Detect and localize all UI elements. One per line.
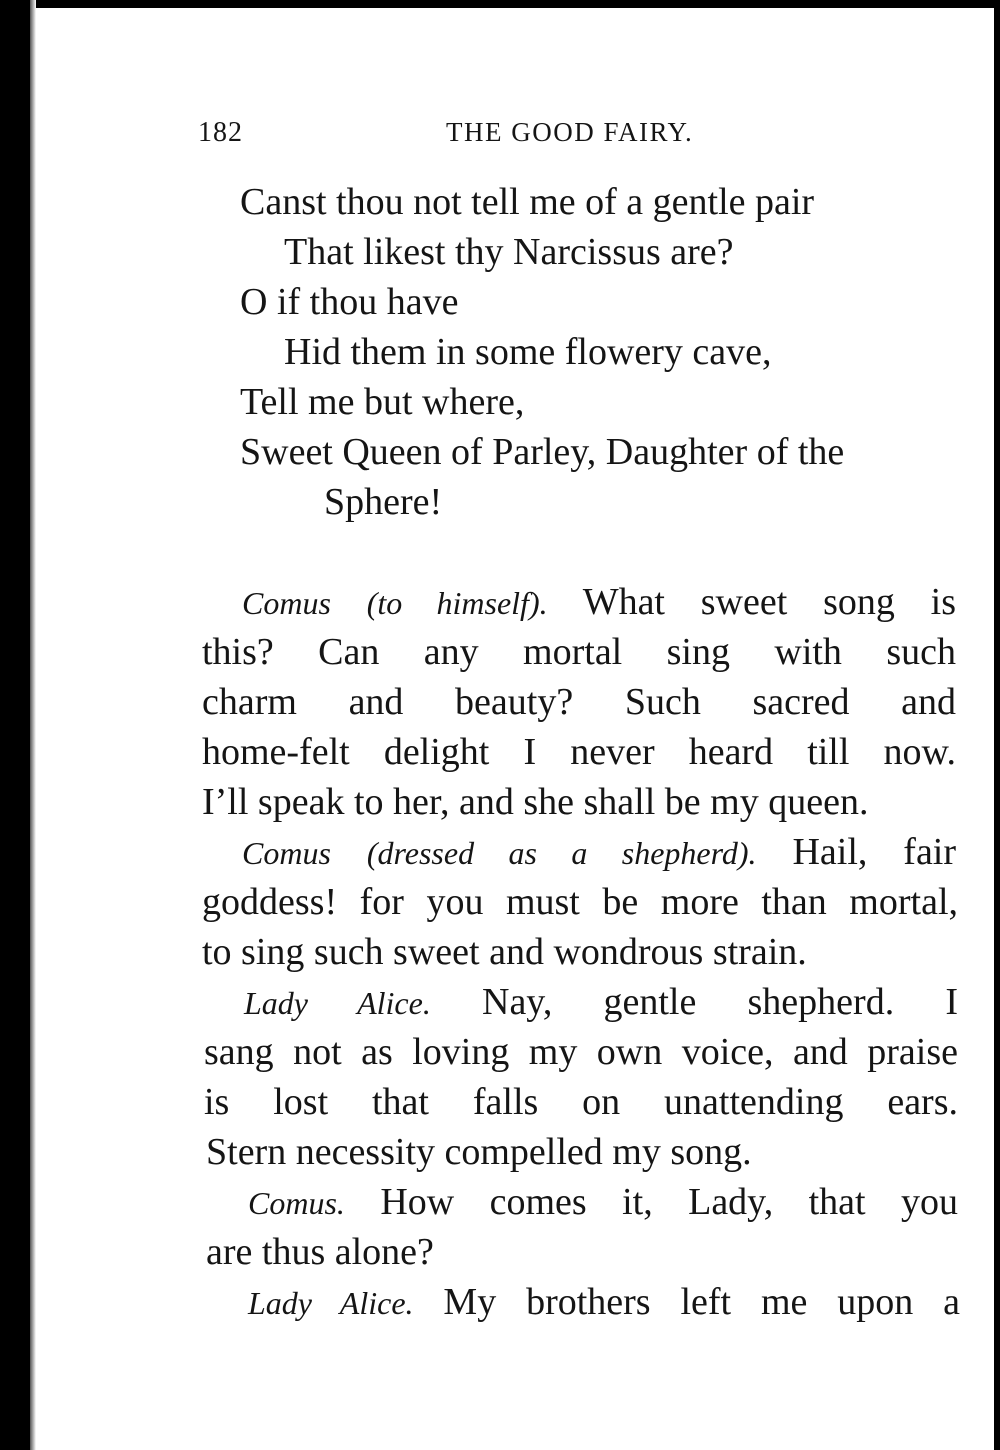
paragraph-line: to sing such sweet and wondrous strain. (202, 931, 807, 973)
paragraph-line: sang not as loving my own voice, and praise (204, 1031, 958, 1073)
paragraph-line: charm and beauty? Such sacred and (202, 681, 956, 723)
poem-line: O if thou have (240, 281, 459, 323)
paragraph-line: are thus alone? (206, 1231, 434, 1273)
speaker-name: Comus. (248, 1185, 345, 1221)
paragraph-line (248, 1178, 958, 1227)
paragraph-line (244, 978, 958, 1027)
running-title: THE GOOD FAIRY. (446, 117, 694, 147)
paragraph-line: Comus (to himself). What sweet song is (242, 581, 956, 623)
scan-left-edge (0, 0, 30, 1450)
speaker-name: Comus (242, 835, 331, 871)
scan-left-shadow (30, 0, 36, 1450)
paragraph-line: Comus (dressed as a shepherd). Hail, fair (242, 831, 957, 873)
paragraph-text: Nay, gentle shepherd. I (482, 981, 959, 1023)
poem-line: Tell me but where, (240, 381, 525, 423)
paragraph-line: this? Can any mortal sing with such (202, 631, 956, 673)
scan-top-edge (0, 0, 1000, 8)
stage-direction: to himself (377, 585, 529, 621)
paragraph-line: I’ll speak to her, and she shall be my queen. (202, 781, 869, 823)
paragraph-line: goddess! for you must be more than mortal, (202, 881, 958, 923)
speaker-name: Comus (242, 585, 331, 621)
page-header (198, 117, 958, 153)
paragraph-line: Stern necessity compelled my song. (206, 1131, 752, 1173)
speaker-name: Lady Alice. (244, 985, 431, 1021)
paragraph-text: My brothers left me upon a (443, 1281, 961, 1323)
paragraph-text: What sweet song is (582, 581, 956, 623)
speaker-name: Lady Alice. (248, 1285, 414, 1321)
paragraph-text: How comes it, Lady, that you (380, 1181, 959, 1223)
stage-direction: dressed as a shepherd (377, 835, 738, 871)
poem-line: Sweet Queen of Parley, Daughter of the (240, 431, 845, 473)
poem-line: Sphere! (324, 481, 443, 523)
scan-right-edge (994, 0, 1000, 1450)
paragraph-text: Hail, fair (792, 831, 957, 873)
paragraph-line: home-felt delight I never heard till now. (202, 731, 956, 773)
page-number: 182 (198, 117, 243, 148)
paragraph-line (248, 1278, 960, 1327)
poem-line: Hid them in some flowery cave, (284, 331, 772, 373)
poem-line: Canst thou not tell me of a gentle pair (240, 181, 815, 223)
paragraph-line: is lost that falls on unattending ears. (204, 1081, 958, 1123)
poem-line: That likest thy Narcissus are? (284, 231, 734, 273)
